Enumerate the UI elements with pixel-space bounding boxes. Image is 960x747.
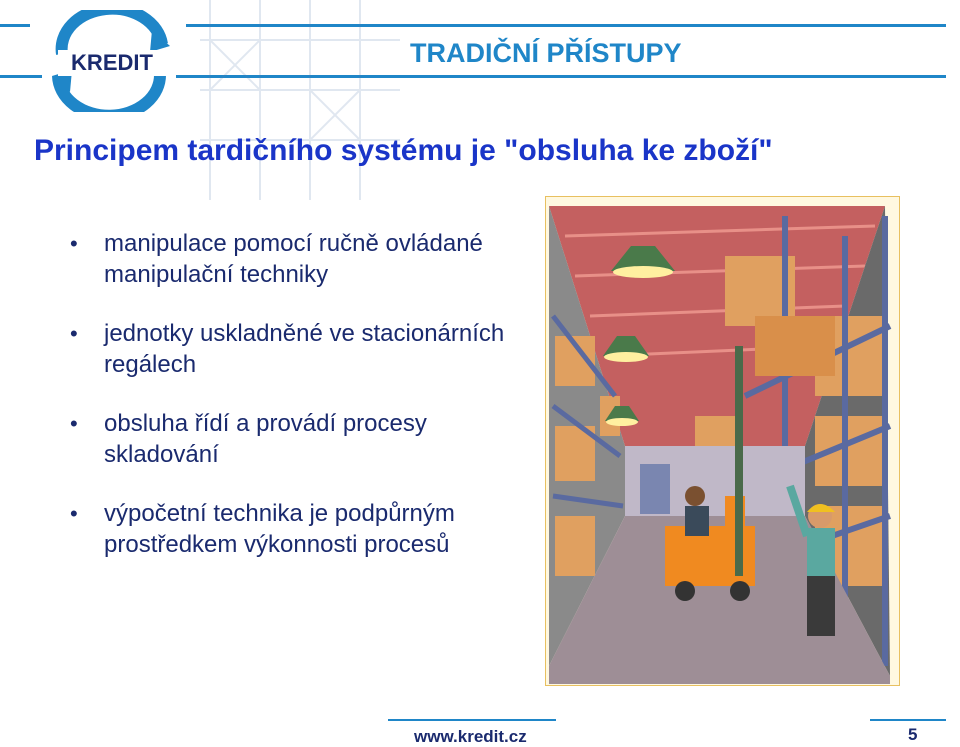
rack-watermark-icon [200,0,400,200]
bullet-item: • jednotky uskladněné ve stacionárních regálech [70,318,510,380]
footer-line-right [870,719,946,721]
kredit-logo-icon [44,10,176,112]
footer-line-left [388,719,556,721]
page-number: 5 [908,725,918,744]
header-line-bottom-left [0,75,42,78]
bullet-list [70,228,510,588]
svg-text:KREDIT: KREDIT [71,50,153,75]
kredit-logo[interactable] [44,10,176,112]
footer-url-link[interactable]: www.kredit.cz [414,727,527,746]
slide-title: Principem tardičního systému je "obsluha ke zboží" [34,134,773,167]
warehouse-illustration [545,196,900,686]
bullet-item: • obsluha řídí a provádí procesy skladování [70,408,510,470]
bullet-item: • manipulace pomocí ručně ovládané manipulační techniky [70,228,510,290]
header-line-left [0,24,30,27]
bullet-item: • výpočetní technika je podpůrným prostředkem výkonnosti procesů [70,498,510,560]
header-title: TRADIČNÍ PŘÍSTUPY [410,38,682,68]
